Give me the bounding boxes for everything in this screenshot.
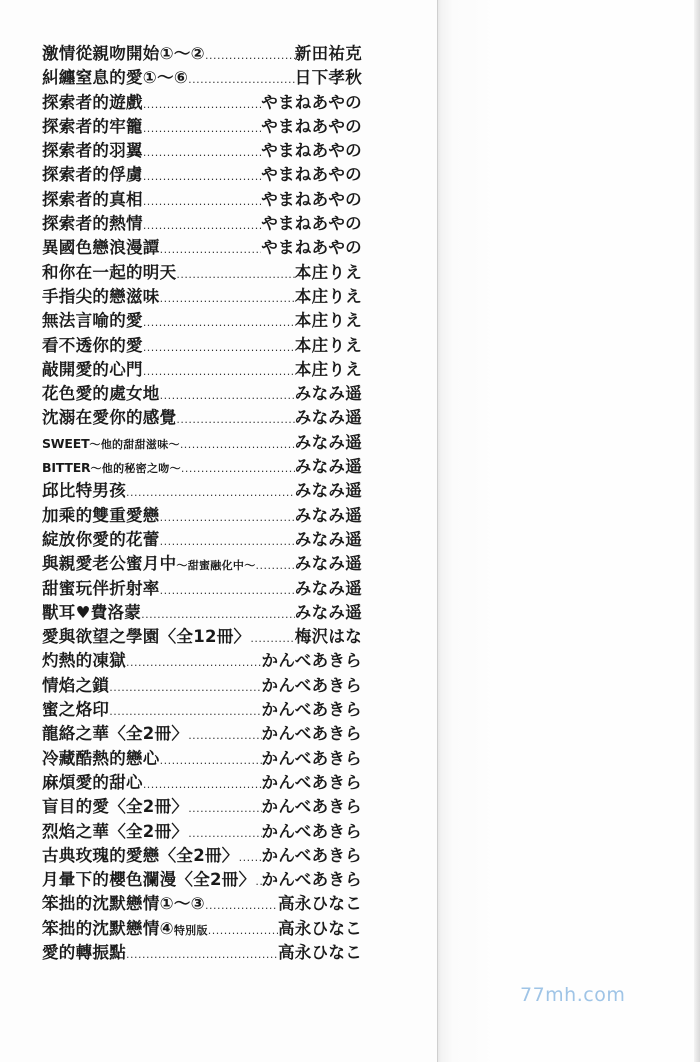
list-item bbox=[42, 115, 362, 139]
dot-leader bbox=[205, 894, 278, 918]
dot-leader bbox=[176, 263, 294, 287]
book-author: やまねあやの bbox=[261, 189, 362, 209]
book-title: 笨拙的沈默戀情④ bbox=[42, 918, 174, 938]
dot-leader bbox=[126, 943, 278, 967]
book-author: やまねあやの bbox=[261, 214, 362, 234]
list-item bbox=[42, 334, 362, 358]
book-author: みなみ遥 bbox=[294, 481, 362, 501]
book-author: かんべあきら bbox=[261, 821, 362, 841]
dot-leader bbox=[181, 457, 295, 481]
dot-leader bbox=[160, 530, 295, 554]
book-author: みなみ遥 bbox=[294, 408, 362, 428]
list-item bbox=[42, 552, 362, 576]
list-item bbox=[42, 163, 362, 187]
book-subtitle: ～他的秘密之吻～ bbox=[90, 462, 181, 476]
book-author: 日下孝秋 bbox=[294, 68, 362, 88]
list-item bbox=[42, 382, 362, 406]
book-title: 麻煩愛的甜心 bbox=[42, 772, 143, 792]
book-author: 本庄りえ bbox=[294, 359, 362, 379]
book-author: みなみ遥 bbox=[294, 578, 362, 598]
book-author: かんべあきら bbox=[261, 700, 362, 720]
list-item bbox=[42, 649, 362, 673]
book-author: 新田祐克 bbox=[294, 44, 362, 63]
book-author: かんべあきら bbox=[261, 870, 362, 890]
book-author: 本庄りえ bbox=[294, 286, 362, 306]
book-title: 邱比特男孩 bbox=[42, 481, 126, 501]
list-item bbox=[42, 917, 362, 941]
dot-leader bbox=[143, 336, 295, 360]
book-title: 沈溺在愛你的感覺 bbox=[42, 408, 177, 428]
list-item bbox=[42, 188, 362, 212]
dot-leader bbox=[160, 238, 262, 262]
page-fold-line bbox=[437, 0, 438, 1062]
list-item bbox=[42, 504, 362, 528]
dot-leader bbox=[176, 408, 294, 432]
list-item bbox=[42, 42, 362, 66]
list-item bbox=[42, 868, 362, 892]
list-item bbox=[42, 455, 362, 479]
book-author: やまねあやの bbox=[261, 141, 362, 161]
dot-leader bbox=[188, 822, 261, 846]
book-title: 探索者的遊戲 bbox=[42, 92, 143, 112]
book-author: かんべあきら bbox=[261, 675, 362, 695]
book-title: 糾纏窒息的愛①～⑥ bbox=[42, 68, 189, 88]
dot-leader bbox=[143, 165, 261, 189]
book-author: みなみ遥 bbox=[294, 602, 362, 622]
list-item bbox=[42, 431, 362, 455]
list-item bbox=[42, 139, 362, 163]
book-author: かんべあきら bbox=[261, 724, 362, 744]
site-watermark: 77mh.com bbox=[520, 984, 626, 1006]
list-item bbox=[42, 309, 362, 333]
list-item bbox=[42, 795, 362, 819]
dot-leader bbox=[160, 506, 295, 530]
list-item bbox=[42, 820, 362, 844]
book-title: 情焰之鎖 bbox=[42, 675, 110, 695]
dot-leader bbox=[143, 93, 261, 117]
book-title: 加乘的雙重愛戀 bbox=[42, 505, 160, 525]
book-title: 手指尖的戀滋味 bbox=[42, 286, 160, 306]
list-item bbox=[42, 577, 362, 601]
dot-leader bbox=[208, 919, 278, 943]
list-item bbox=[42, 91, 362, 115]
list-item bbox=[42, 625, 362, 649]
list-item bbox=[42, 941, 362, 965]
list-item bbox=[42, 747, 362, 771]
book-title: 蜜之烙印 bbox=[42, 700, 110, 720]
book-title: 盲目的愛〈全2冊〉 bbox=[42, 797, 189, 817]
list-item bbox=[42, 236, 362, 260]
book-title: 探索者的牢籠 bbox=[42, 116, 143, 136]
book-author: 高永ひなこ bbox=[278, 918, 362, 938]
list-item bbox=[42, 66, 362, 90]
list-item bbox=[42, 771, 362, 795]
dot-leader bbox=[126, 481, 295, 505]
dot-leader bbox=[160, 384, 295, 408]
book-title: 探索者的俘虜 bbox=[42, 165, 143, 185]
dot-leader bbox=[143, 190, 261, 214]
book-title: 甜蜜玩伴折射率 bbox=[42, 578, 160, 598]
book-author: 高永ひなこ bbox=[278, 894, 362, 914]
book-author: かんべあきら bbox=[261, 845, 362, 865]
list-item bbox=[42, 261, 362, 285]
list-item bbox=[42, 479, 362, 503]
book-author: かんべあきら bbox=[261, 651, 362, 671]
book-title: 笨拙的沈默戀情①～③ bbox=[42, 894, 205, 914]
book-title: 探索者的熱情 bbox=[42, 214, 143, 234]
dot-leader bbox=[109, 700, 261, 724]
book-author: 高永ひなこ bbox=[278, 942, 362, 962]
book-title: 激情從親吻開始①～② bbox=[42, 44, 205, 63]
book-title: 龍絡之華〈全2冊〉 bbox=[42, 724, 189, 744]
dot-leader bbox=[250, 627, 294, 651]
book-author: みなみ遥 bbox=[294, 384, 362, 404]
book-subtitle: ～甜蜜融化中～ bbox=[176, 559, 256, 573]
book-title: 綻放你愛的花蕾 bbox=[42, 529, 160, 549]
list-item bbox=[42, 212, 362, 236]
list-item bbox=[42, 406, 362, 430]
dot-leader bbox=[109, 676, 261, 700]
book-author: みなみ遥 bbox=[294, 432, 362, 452]
book-title: 看不透你的愛 bbox=[42, 335, 143, 355]
list-item bbox=[42, 892, 362, 916]
book-title: 灼熱的凍獄 bbox=[42, 651, 126, 671]
book-title: 敲開愛的心門 bbox=[42, 359, 143, 379]
book-title: 和你在一起的明天 bbox=[42, 262, 177, 282]
dot-leader bbox=[160, 579, 295, 603]
book-title: 與親愛老公蜜月中 bbox=[42, 554, 177, 574]
dot-leader bbox=[205, 44, 295, 68]
book-author: かんべあきら bbox=[261, 772, 362, 792]
dot-leader bbox=[143, 773, 262, 797]
book-author: みなみ遥 bbox=[294, 529, 362, 549]
dot-leader bbox=[160, 749, 262, 773]
book-author: みなみ遥 bbox=[294, 457, 362, 477]
list-item bbox=[42, 674, 362, 698]
dot-leader bbox=[188, 797, 261, 821]
book-subtitle: 特別版 bbox=[173, 923, 208, 937]
dot-leader bbox=[256, 554, 295, 578]
book-title: 花色愛的處女地 bbox=[42, 384, 160, 404]
dot-leader bbox=[143, 141, 261, 165]
dot-leader bbox=[141, 603, 295, 627]
book-title: 獸耳♥費洛蒙 bbox=[42, 602, 142, 622]
dot-leader bbox=[126, 651, 262, 675]
book-title: 無法言喻的愛 bbox=[42, 311, 143, 331]
book-title: 探索者的羽翼 bbox=[42, 141, 143, 161]
list-item bbox=[42, 844, 362, 868]
book-title: 愛與欲望之學園〈全12冊〉 bbox=[42, 627, 251, 647]
book-author: やまねあやの bbox=[261, 92, 362, 112]
book-author: かんべあきら bbox=[261, 748, 362, 768]
dot-leader bbox=[143, 117, 261, 141]
title-author-list bbox=[42, 42, 362, 965]
page-right-edge bbox=[694, 0, 700, 1062]
book-author: やまねあやの bbox=[261, 238, 362, 258]
book-title: 烈焰之華〈全2冊〉 bbox=[42, 821, 189, 841]
book-title: 愛的轉振點 bbox=[42, 942, 126, 962]
list-item bbox=[42, 601, 362, 625]
dot-leader bbox=[188, 724, 261, 748]
list-item bbox=[42, 285, 362, 309]
book-title: 異國色戀浪漫譚 bbox=[42, 238, 160, 258]
dot-leader bbox=[160, 287, 295, 311]
book-author: やまねあやの bbox=[261, 165, 362, 185]
book-title: BITTER bbox=[42, 460, 91, 476]
book-title: 冷藏酷熱的戀心 bbox=[42, 748, 160, 768]
dot-leader bbox=[239, 846, 262, 870]
list-item bbox=[42, 722, 362, 746]
list-item bbox=[42, 698, 362, 722]
book-author: やまねあやの bbox=[261, 116, 362, 136]
book-title: 探索者的真相 bbox=[42, 189, 143, 209]
book-author: 本庄りえ bbox=[294, 262, 362, 282]
dot-leader bbox=[143, 214, 261, 238]
page-spine-shadow bbox=[437, 0, 700, 1062]
book-title: SWEET bbox=[42, 435, 90, 451]
dot-leader bbox=[143, 311, 295, 335]
book-author: みなみ遥 bbox=[294, 554, 362, 574]
book-author: みなみ遥 bbox=[294, 505, 362, 525]
list-item bbox=[42, 358, 362, 382]
book-title: 古典玫瑰的愛戀〈全2冊〉 bbox=[42, 845, 239, 865]
dot-leader bbox=[143, 360, 295, 384]
book-author: かんべあきら bbox=[261, 797, 362, 817]
book-subtitle: ～他的甜甜滋味～ bbox=[89, 437, 180, 451]
book-author: 本庄りえ bbox=[294, 335, 362, 355]
book-author: 本庄りえ bbox=[294, 311, 362, 331]
book-author: 梅沢はな bbox=[294, 627, 362, 647]
dot-leader bbox=[180, 433, 295, 457]
dot-leader bbox=[188, 68, 295, 92]
list-item bbox=[42, 528, 362, 552]
book-title: 月暈下的櫻色瀾漫〈全2冊〉 bbox=[42, 870, 256, 890]
